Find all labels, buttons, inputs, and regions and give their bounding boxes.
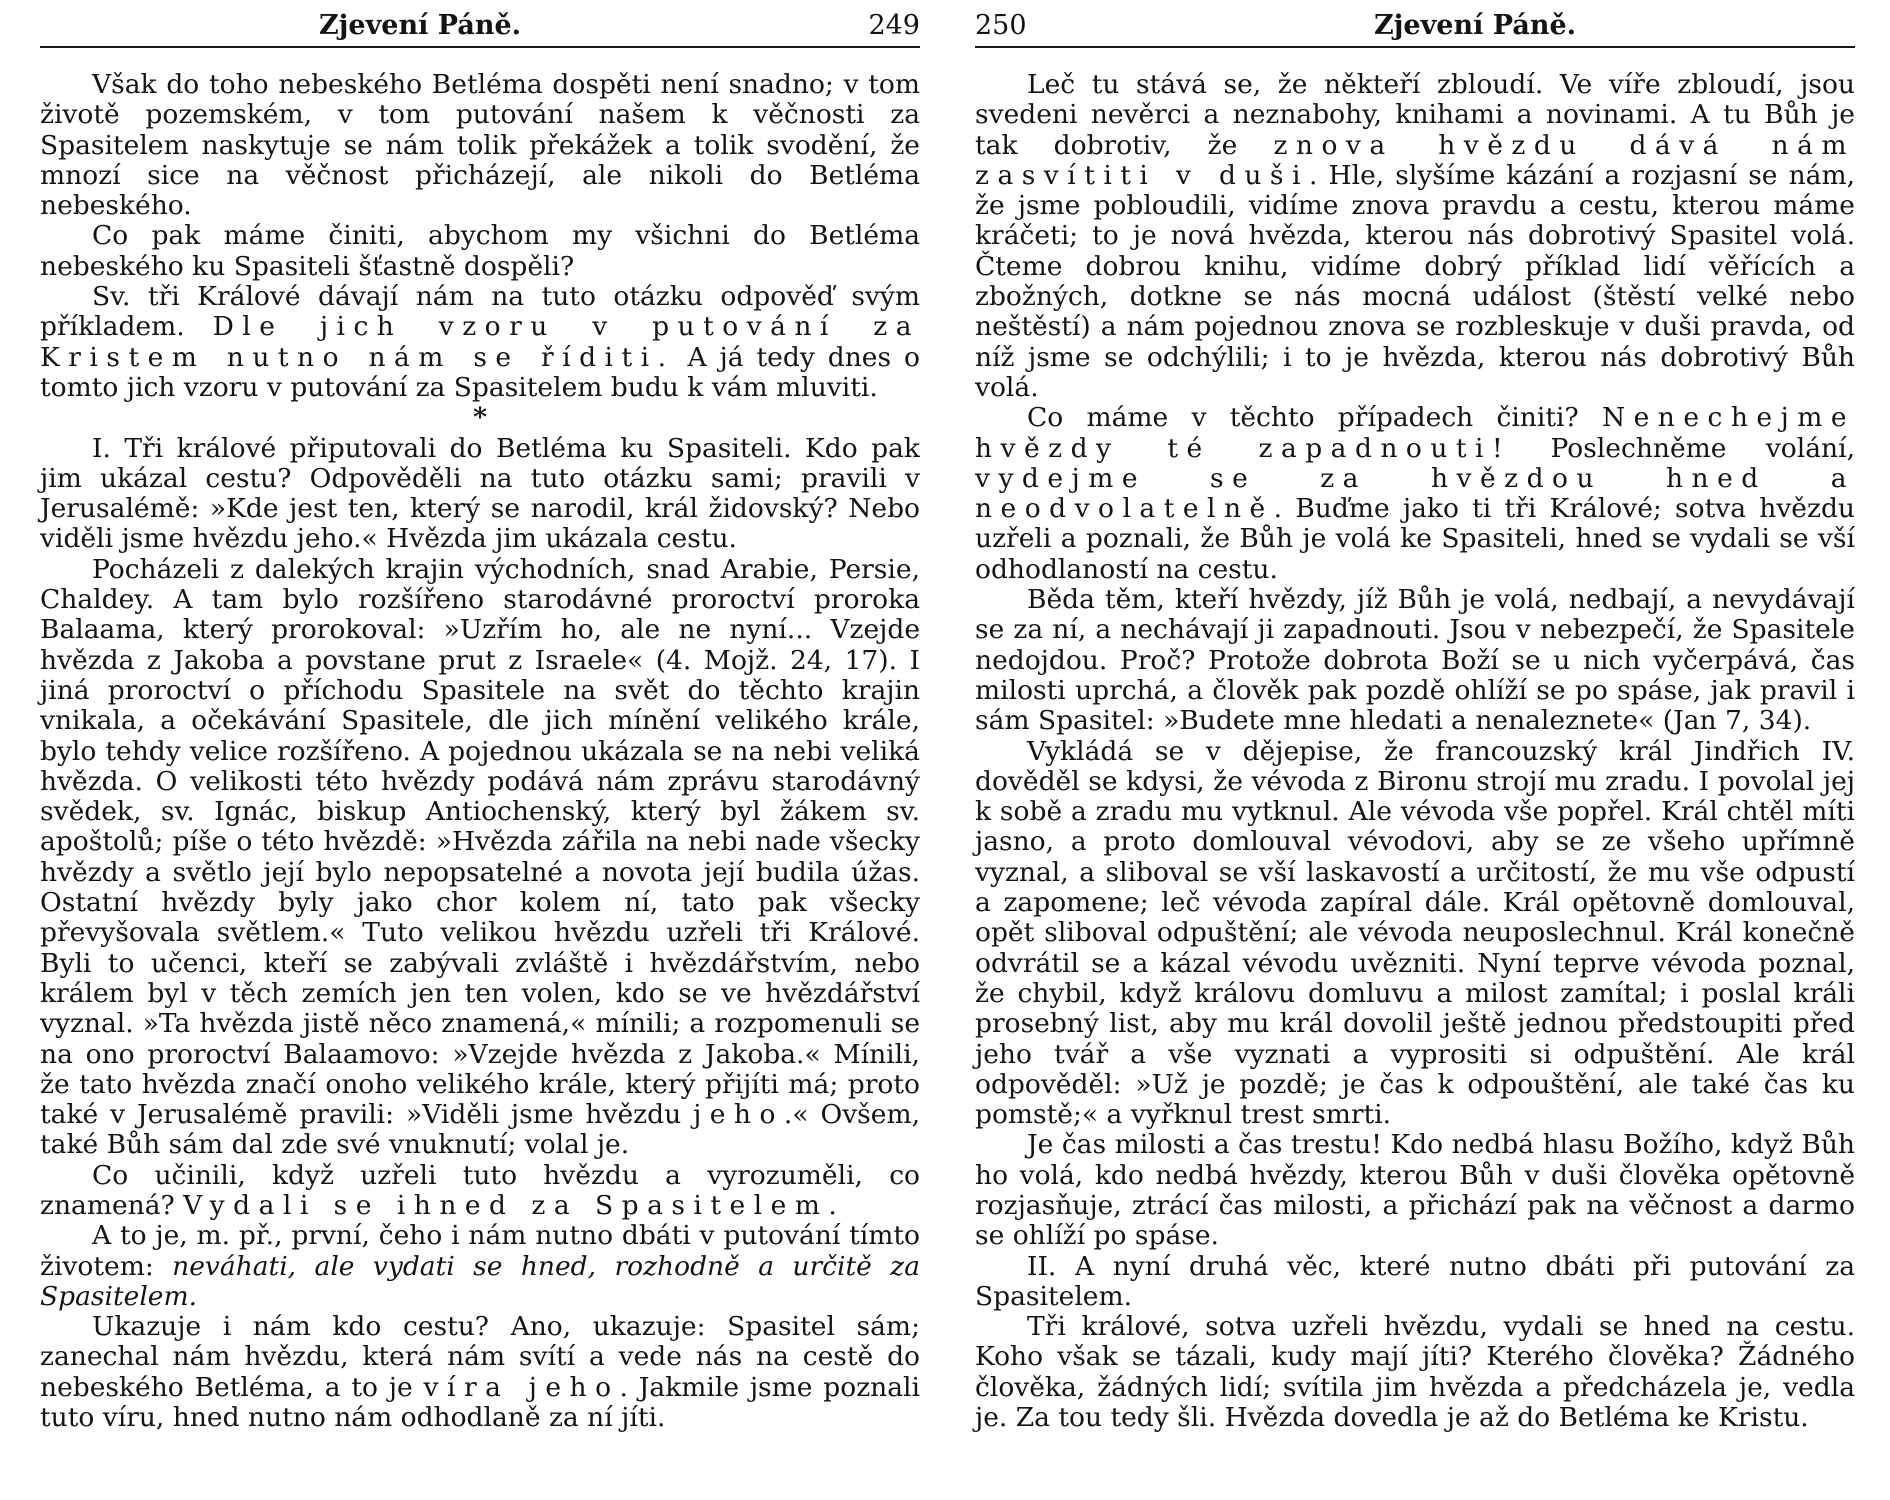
paragraph xyxy=(40,555,920,1161)
spaced-emphasis: jeho xyxy=(693,1099,784,1131)
text-run: Co pak máme činiti, abychom my všichni do Betléma nebeského ku Spasiteli šťastně dospěli? xyxy=(40,220,920,282)
paragraph xyxy=(975,737,1855,1131)
text-run: Sv. tři Králové dávají nám na tuto otázku odpověď svým příkladem. xyxy=(40,281,920,343)
paragraph xyxy=(40,1161,920,1222)
text-run: Běda těm, kteří hvězdy, jíž Bůh je volá, nedbají, a nevydávají se za ní, a nechávají ji zapadnouti. Jsou v nebezpečí, že Spasitele nedojdou. Proč? Protože dobrota Boží se u nich vyčerpává, čas milosti uprchá, a člověk pak pozdě ohlíží se po spáse, jak pravil i sám Spasitel: »Budete mne hledati a nenaleznete« (Jan 7, 34). xyxy=(975,584,1855,737)
text-run: Tři králové, sotva uzřeli hvězdu, vydali se hned na cestu. Koho však se tázali, kudy mají jíti? Kterého člověka? Žádného člověka, žádných lidí; svítila jim hvězda a předcházela je, vedla je. Za tou tedy šli. Hvězda dovedla je až do Betléma ke Kristu. xyxy=(975,1311,1855,1434)
paragraph xyxy=(40,70,920,221)
paragraph xyxy=(975,1252,1855,1313)
text-run: Pocházeli z dalekých krajin východních, snad Arabie, Persie, Chaldey. A tam bylo rozšířeno starodávné proroctví proroka Balaama, který prorokoval: »Uzřím ho, ale ne nyní... Vzejde hvězda z Jakoba a povstane prut z Israele« (4. Mojž. 24, 17). I jiná proroctví o příchodu Spasitele na svět do těchto krajin vnikala, a očekávání Spasitele, dle jich mínění velikého krále, bylo tehdy velice rozšířeno. A pojednou ukázala se na nebi veliká hvězda. O velikosti této hvězdy podává nám zprávu starodávný svědek, sv. Ignác, biskup Antiochenský, který byl žákem sv. apoštolů; píše o této hvězdě: »Hvězda zářila na nebi nade všecky hvězdy a světlo její bylo nepopsatelné a novota její budila úžas. Ostatní hvězdy byly jako chor kolem ní, tato pak všecky převyšovala světlem.« Tuto velikou hvězdu uzřeli tři Králové. Byli to učenci, kteří se zabývali zvláště i hvězdářstvím, nebo králem byl v těch zemích jen ten volen, kdo se ve hvězdářství vyznal. »Ta hvězda jistě něco znamená,« mínili; a rozpomenuli se na ono proroctví Balaamovo: »Vzejde hvězda z Jakoba.« Mínili, že tato hvězda značí onoho velikého krále, který přijíti má; proto také v Jerusalémě pravili: »Viděli jsme hvězdu xyxy=(40,553,920,1131)
text-run: II. A nyní druhá věc, které nutno dbáti při putování za Spasitelem. xyxy=(975,1250,1855,1312)
text-run: A já tedy dnes o tomto jich vzoru v putování za Spasitelem budu k vám mluviti. xyxy=(40,341,920,403)
spaced-emphasis: Nenechejme hvězdy té zapadnouti! xyxy=(975,402,1855,464)
text-run: * xyxy=(473,402,487,434)
text-run: Ukazuje i nám kdo cestu? Ano, ukazuje: Spasitel sám; zanechal nám hvězdu, která nám svítí a vede nás na cestě do nebeského Betléma, a to je xyxy=(40,1311,920,1403)
text-run: Však do toho nebeského Betléma dospěti není snadno; v tom životě pozemském, v tom putování našem k věčnosti za Spasitelem naskytuje se nám tolik překážek a tolik svodění, že mnozí sice na věčnost přicházejí, ale nikoli do Betléma nebeského. xyxy=(40,69,920,222)
text-run: . Buďme jako ti tři Králové; sotva hvězdu uzřeli a poznali, že Bůh je volá ke Spasiteli, hned se vydali se vší odhodlaností na cestu. xyxy=(975,493,1855,585)
spaced-emphasis: vydejme se za hvězdou hned a neodvolatelně xyxy=(975,462,1855,525)
page-number: 250 xyxy=(975,10,1027,41)
paragraph xyxy=(975,585,1855,736)
spaced-emphasis: víra jeho xyxy=(423,1371,620,1403)
text-run: Vykládá se v dějepise, že francouzský král Jindřich IV. dověděl se kdysi, že vévoda z Bironu strojí mu zradu. I povolal jej k sobě a zradu mu vytknul. Ale vévoda vše popřel. Král chtěl míti jasno, a proto domlouval vévodovi, aby se ze všeho upřímně vyznal, a sliboval se vší laskavostí a určitostí, že mu vše odpustí a zapomene; leč vévoda zapíral dále. Král opětovně domlouval, opět sliboval odpuštění; ale vévoda neuposlechnul. Král konečně odvrátil se a kázal vévodu uvězniti. Nyní teprve vévoda poznal, že chybil, když královu domluvu a milost zamítal; i poslal králi prosebný list, aby mu král dovolil ještě jednou předstoupiti před jeho tvář a vše vyznati a vyprositi si odpuštění. Ale král odpověděl: »Už je pozdě; je čas k odpouštění, ale také čas ku pomstě;« a vyřknul trest smrti. xyxy=(975,735,1855,1131)
paragraph xyxy=(40,221,920,282)
paragraph xyxy=(975,70,1855,403)
paragraph xyxy=(40,434,920,555)
text-run: Je čas milosti a čas trestu! Kdo nedbá hlasu Božího, když Bůh ho volá, kdo nedbá hvězdy, kterou Bůh v duši člověka opětovně rozjasňuje, ztrácí čas milosti, a přichází pak na věčnost a darmo se ohlíží po spáse. xyxy=(975,1129,1855,1252)
page-number: 249 xyxy=(868,10,920,41)
running-header xyxy=(975,6,1855,48)
page-body xyxy=(40,70,920,1433)
spaced-emphasis: Dle jich vzoru v putování za Kristem nutno nám se říditi. xyxy=(40,311,920,373)
text-run: Co učinili, když uzřeli tuto hvězdu a vyrozuměli, co znamená? xyxy=(40,1159,920,1221)
text-run: . Jakmile jsme poznali tuto víru, hned nutno nám odhodlaně za ní jíti. xyxy=(40,1371,920,1434)
paragraph xyxy=(40,282,920,403)
paragraph xyxy=(975,1312,1855,1433)
text-run: . Hle, slyšíme kázání a rozjasní se nám, že jsme pobloudili, vidíme znova pravdu a cestu, kterou máme kráčeti; to je nová hvězda, kterou nás dobrotivý Spasitel volá. Čteme dobrou knihu, vidíme dobrý příklad lidí věřících a zbožných, dotkne se nás mocná událost (štěstí velké nebo neštěstí) a nám pojednou znova se rozbleskuje v duši pravda, od níž jsme se odchýlili; i to je hvězda, kterou nás dobrotivý Bůh volá. xyxy=(975,159,1855,403)
text-run: Co máme v těchto případech činiti? xyxy=(1027,402,1602,434)
text-run: Poslechněme volání, xyxy=(1511,432,1855,464)
paragraph xyxy=(40,1312,920,1433)
text-run: .« Ovšem, také Bůh sám dal zde své vnuknutí; volal je. xyxy=(40,1099,920,1161)
left-page xyxy=(40,0,920,1500)
spaced-emphasis: Vydali se ihned za Spasitelem. xyxy=(183,1189,846,1221)
running-header xyxy=(40,6,920,48)
text-run: I. Tři králové připutovali do Betléma ku Spasiteli. Kdo pak jim ukázal cestu? Odpověděli na tuto otázku sami; pravili v Jerusalémě: »Kde jest ten, který se narodil, král židovský? Nebo viděli jsme hvězdu jeho.« Hvězda jim ukázala cestu. xyxy=(40,432,920,555)
paragraph xyxy=(975,1130,1855,1251)
section-divider xyxy=(40,403,920,433)
running-title: Zjevení Páně. xyxy=(1373,10,1577,41)
right-page xyxy=(975,0,1855,1500)
page-body xyxy=(975,70,1855,1433)
italic-emphasis: neváhati, ale vydati se hned, rozhodně a určitě za Spasitelem. xyxy=(40,1250,920,1312)
spaced-emphasis: znova hvězdu dává nám zasvítiti v duši xyxy=(975,129,1855,191)
paragraph xyxy=(975,403,1855,585)
paragraph xyxy=(40,1221,920,1312)
running-title: Zjevení Páně. xyxy=(318,10,522,41)
text-run: A to je, m. př., první, čeho i nám nutno dbáti v putování tímto životem: xyxy=(40,1220,920,1282)
text-run: Leč tu stává se, že někteří zbloudí. Ve víře zbloudí, jsou svedeni nevěrci a neznabohy, knihami a novinami. A tu Bůh je tak dobrotiv, že xyxy=(975,69,1855,161)
